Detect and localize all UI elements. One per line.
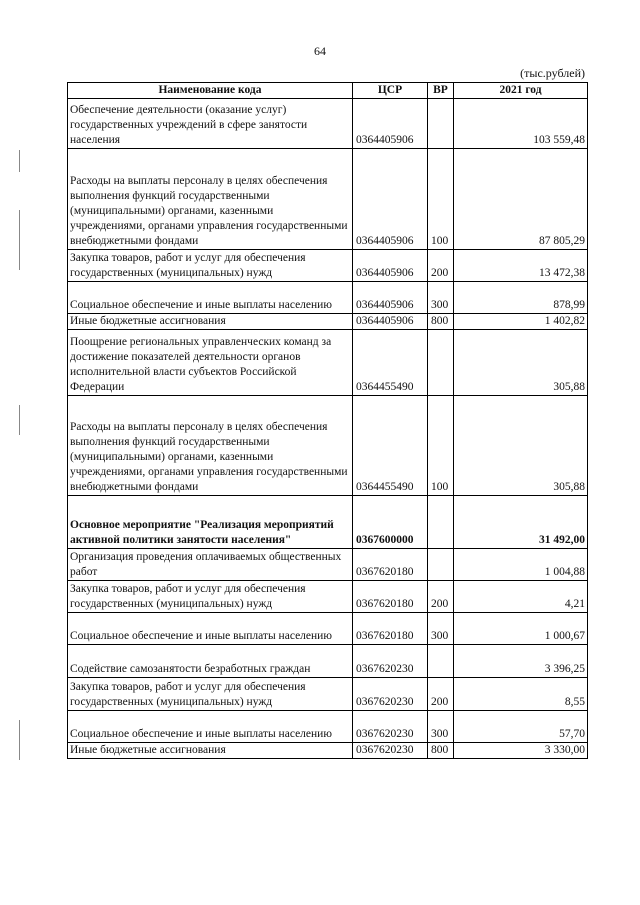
row-vr: 300 [428,711,454,743]
table-row [68,743,588,759]
table-row [68,314,588,330]
row-csr: 0364455490 [353,330,428,396]
header-name: Наименование кода [68,83,353,99]
header-vr: ВР [428,83,454,99]
table-header-row [68,83,588,99]
scan-artifact [19,150,20,172]
row-name: Содействие самозанятости безработных граждан [68,645,353,678]
scan-artifact [19,405,20,435]
page-number: 64 [314,44,326,58]
table-row [68,645,588,678]
row-vr [428,496,454,549]
row-name: Социальное обеспечение и иные выплаты населению [68,282,353,314]
table-row [68,549,588,581]
row-csr: 0367620180 [353,549,428,581]
row-name: Расходы на выплаты персоналу в целях обеспечения выполнения функций государственными (муниципальными) органами, казенными учреждениями, органами управления государственными внебюджетными фондами [68,149,353,250]
row-csr: 0367620230 [353,678,428,711]
units-label: (тыс.рублей) [520,66,585,80]
row-sum: 8,55 [454,678,588,711]
table-row [68,613,588,645]
row-vr: 200 [428,678,454,711]
row-vr: 800 [428,314,454,330]
row-csr: 0367620230 [353,645,428,678]
row-name: Закупка товаров, работ и услуг для обеспечения государственных (муниципальных) нужд [68,678,353,711]
header-csr: ЦСР [353,83,428,99]
row-sum: 1 004,88 [454,549,588,581]
row-vr [428,99,454,149]
table-row [68,99,588,149]
row-vr: 300 [428,613,454,645]
row-name: Расходы на выплаты персоналу в целях обеспечения выполнения функций государственными (муниципальными) органами, казенными учреждениями, органами управления государственными внебюджетными фондами [68,396,353,496]
row-sum: 57,70 [454,711,588,743]
budget-table [67,82,588,759]
row-sum: 87 805,29 [454,149,588,250]
row-vr: 100 [428,396,454,496]
row-csr: 0364405906 [353,149,428,250]
row-csr: 0364405906 [353,250,428,282]
row-csr: 0367620230 [353,711,428,743]
row-vr: 100 [428,149,454,250]
row-vr: 800 [428,743,454,759]
row-sum: 305,88 [454,330,588,396]
scan-artifact [19,210,20,270]
row-vr: 200 [428,581,454,613]
row-vr [428,330,454,396]
row-vr [428,645,454,678]
row-sum: 31 492,00 [454,496,588,549]
row-name: Закупка товаров, работ и услуг для обеспечения государственных (муниципальных) нужд [68,581,353,613]
row-name: Обеспечение деятельности (оказание услуг) государственных учреждений в сфере занятости населения [68,99,353,149]
row-sum: 305,88 [454,396,588,496]
table-row [68,330,588,396]
row-csr: 0367600000 [353,496,428,549]
row-sum: 3 330,00 [454,743,588,759]
row-csr: 0367620230 [353,743,428,759]
row-csr: 0364405906 [353,314,428,330]
table-row [68,581,588,613]
row-sum: 4,21 [454,581,588,613]
row-sum: 3 396,25 [454,645,588,678]
row-csr: 0367620180 [353,581,428,613]
row-sum: 1 000,67 [454,613,588,645]
row-name: Поощрение региональных управленческих команд за достижение показателей деятельности органов исполнительной власти субъектов Российской Федерации [68,330,353,396]
row-name: Закупка товаров, работ и услуг для обеспечения государственных (муниципальных) нужд [68,250,353,282]
row-name: Основное мероприятие "Реализация мероприятий активной политики занятости населения" [68,496,353,549]
row-vr: 200 [428,250,454,282]
row-name: Социальное обеспечение и иные выплаты населению [68,711,353,743]
row-sum: 103 559,48 [454,99,588,149]
table-row [68,149,588,250]
row-sum: 1 402,82 [454,314,588,330]
table-row [68,396,588,496]
row-name: Организация проведения оплачиваемых общественных работ [68,549,353,581]
row-name: Иные бюджетные ассигнования [68,743,353,759]
table-row [68,496,588,549]
scan-artifact [19,720,20,760]
row-sum: 878,99 [454,282,588,314]
row-vr: 300 [428,282,454,314]
row-name: Социальное обеспечение и иные выплаты населению [68,613,353,645]
table-row [68,282,588,314]
table-row [68,678,588,711]
table-row [68,711,588,743]
row-sum: 13 472,38 [454,250,588,282]
row-csr: 0364455490 [353,396,428,496]
header-sum: 2021 год [454,83,588,99]
table-row [68,250,588,282]
row-name: Иные бюджетные ассигнования [68,314,353,330]
row-csr: 0364405906 [353,282,428,314]
row-csr: 0364405906 [353,99,428,149]
row-csr: 0367620180 [353,613,428,645]
row-vr [428,549,454,581]
